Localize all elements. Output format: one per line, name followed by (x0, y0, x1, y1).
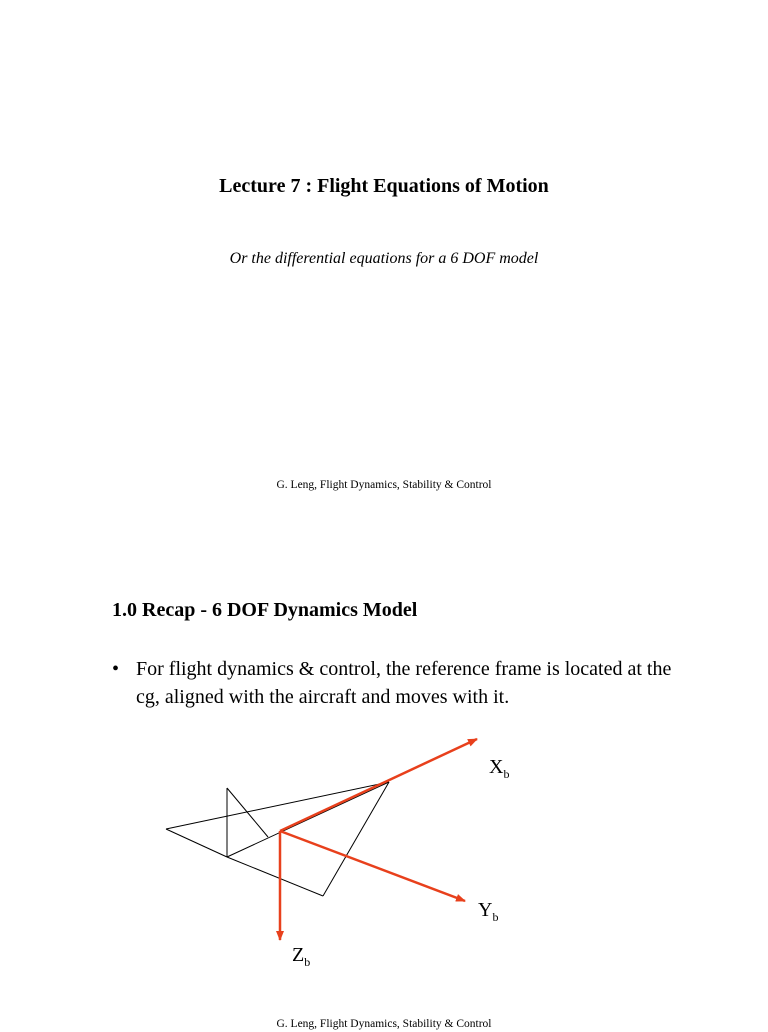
bullet-marker: • (112, 658, 120, 680)
aircraft-outline (166, 782, 389, 896)
body-axes-diagram (0, 720, 768, 1000)
lecture-subtitle: Or the differential equations for a 6 DOF model (229, 250, 539, 267)
y-axis-letter: Y (478, 899, 493, 921)
z-axis-label (292, 944, 310, 969)
y-axis-arrow (280, 831, 465, 901)
aircraft-edge (166, 829, 227, 857)
x-axis-arrow (280, 739, 477, 831)
aircraft-edge (227, 782, 389, 857)
y-axis-subscript: b (492, 910, 499, 924)
body-axes (280, 739, 477, 940)
y-axis-label (478, 899, 498, 924)
x-axis-letter: X (489, 756, 504, 778)
bullet-item (112, 655, 692, 711)
lecture-title: Lecture 7 : Flight Equations of Motion (219, 175, 549, 197)
x-axis-label (489, 756, 509, 781)
section-heading: 1.0 Recap - 6 DOF Dynamics Model (112, 599, 418, 621)
z-axis-letter: Z (292, 944, 305, 966)
bullet-text: For flight dynamics & control, the reference frame is located at the cg, aligned with the aircraft and moves with it. (136, 658, 672, 708)
aircraft-edge (227, 857, 323, 896)
aircraft-edge (227, 788, 268, 837)
aircraft-edge (323, 782, 389, 896)
bullet-list (112, 655, 692, 711)
slide-2-footer: G. Leng, Flight Dynamics, Stability & Control (276, 1018, 492, 1030)
aircraft-edge (166, 782, 389, 829)
x-axis-subscript: b (503, 767, 510, 781)
z-axis-subscript: b (304, 955, 311, 969)
slide-1-footer: G. Leng, Flight Dynamics, Stability & Control (276, 479, 492, 491)
